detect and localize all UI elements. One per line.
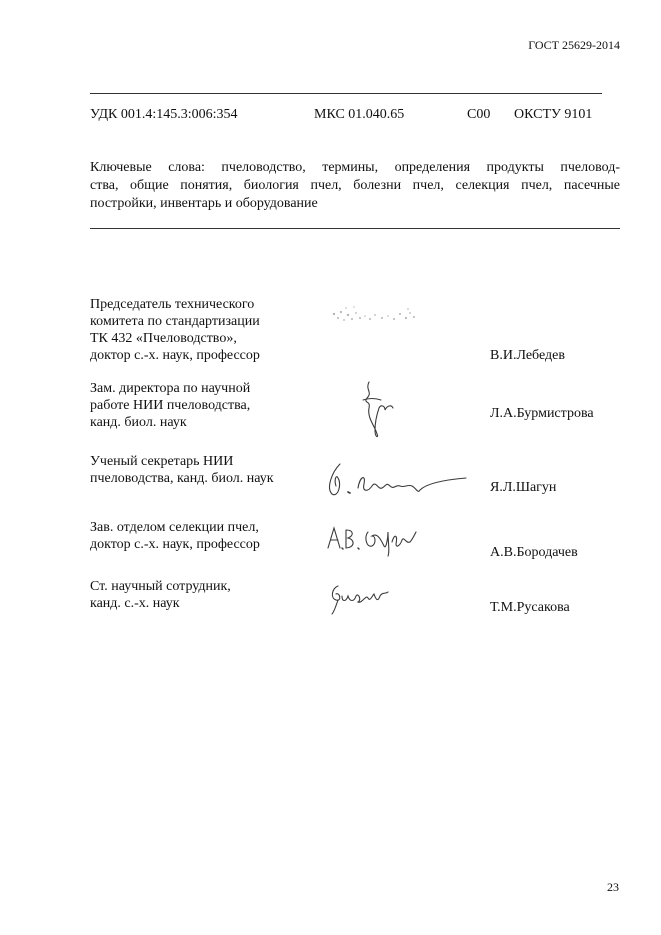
role-line: Зав. отделом селекции пчел, — [90, 520, 259, 535]
keywords-paragraph — [90, 159, 620, 213]
udk-code: УДК 001.4:145.3:006:354 — [90, 107, 238, 122]
role-line: работе НИИ пчеловодства, — [90, 398, 251, 413]
signatory-name: А.В.Бородачев — [490, 545, 578, 560]
role-line: комитета по стандартизации — [90, 314, 260, 329]
signatory-role — [90, 380, 250, 431]
signatory-role — [90, 296, 260, 364]
keywords-line: Ключевые слова: пчеловодство, термины, определения продукты пчеловод- — [90, 160, 620, 175]
role-line: доктор с.-х. наук, профессор — [90, 348, 260, 363]
signature-image — [355, 378, 400, 440]
signature-image — [328, 582, 392, 616]
role-line: канд. биол. наук — [90, 415, 187, 430]
role-line: ТК 432 «Пчеловодство», — [90, 331, 237, 346]
signature-image — [326, 518, 418, 558]
top-divider — [90, 93, 602, 94]
role-line: Ученый секретарь НИИ — [90, 454, 234, 469]
keywords-line: ства, общие понятия, биология пчел, болезни пчел, селекция пчел, пасечные — [90, 178, 620, 193]
role-line: канд. с.-х. наук — [90, 596, 180, 611]
signatory-name: Т.М.Русакова — [490, 600, 570, 615]
signatory-name: Л.А.Бурмистрова — [490, 406, 594, 421]
role-line: Зам. директора по научной — [90, 381, 251, 396]
signatory-role — [90, 578, 231, 612]
c-code: С00 — [467, 107, 491, 122]
keywords-divider — [90, 228, 620, 229]
standard-header: ГОСТ 25629-2014 — [528, 38, 620, 52]
role-line: Председатель технического — [90, 297, 255, 312]
signatory-role — [90, 453, 274, 487]
signatory-name: Я.Л.Шагун — [490, 480, 557, 495]
signatory-role — [90, 519, 260, 553]
page-number: 23 — [607, 880, 619, 894]
signature-image — [330, 300, 420, 330]
role-line: Ст. научный сотрудник, — [90, 579, 231, 594]
mks-code: МКС 01.040.65 — [314, 107, 405, 122]
role-line: пчеловодства, канд. биол. наук — [90, 471, 274, 486]
signatory-name: В.И.Лебедев — [490, 348, 565, 363]
signature-image — [322, 458, 468, 502]
keywords-line: постройки, инвентарь и оборудование — [90, 196, 318, 211]
role-line: доктор с.-х. наук, профессор — [90, 537, 260, 552]
okstu-code: ОКСТУ 9101 — [514, 107, 593, 122]
